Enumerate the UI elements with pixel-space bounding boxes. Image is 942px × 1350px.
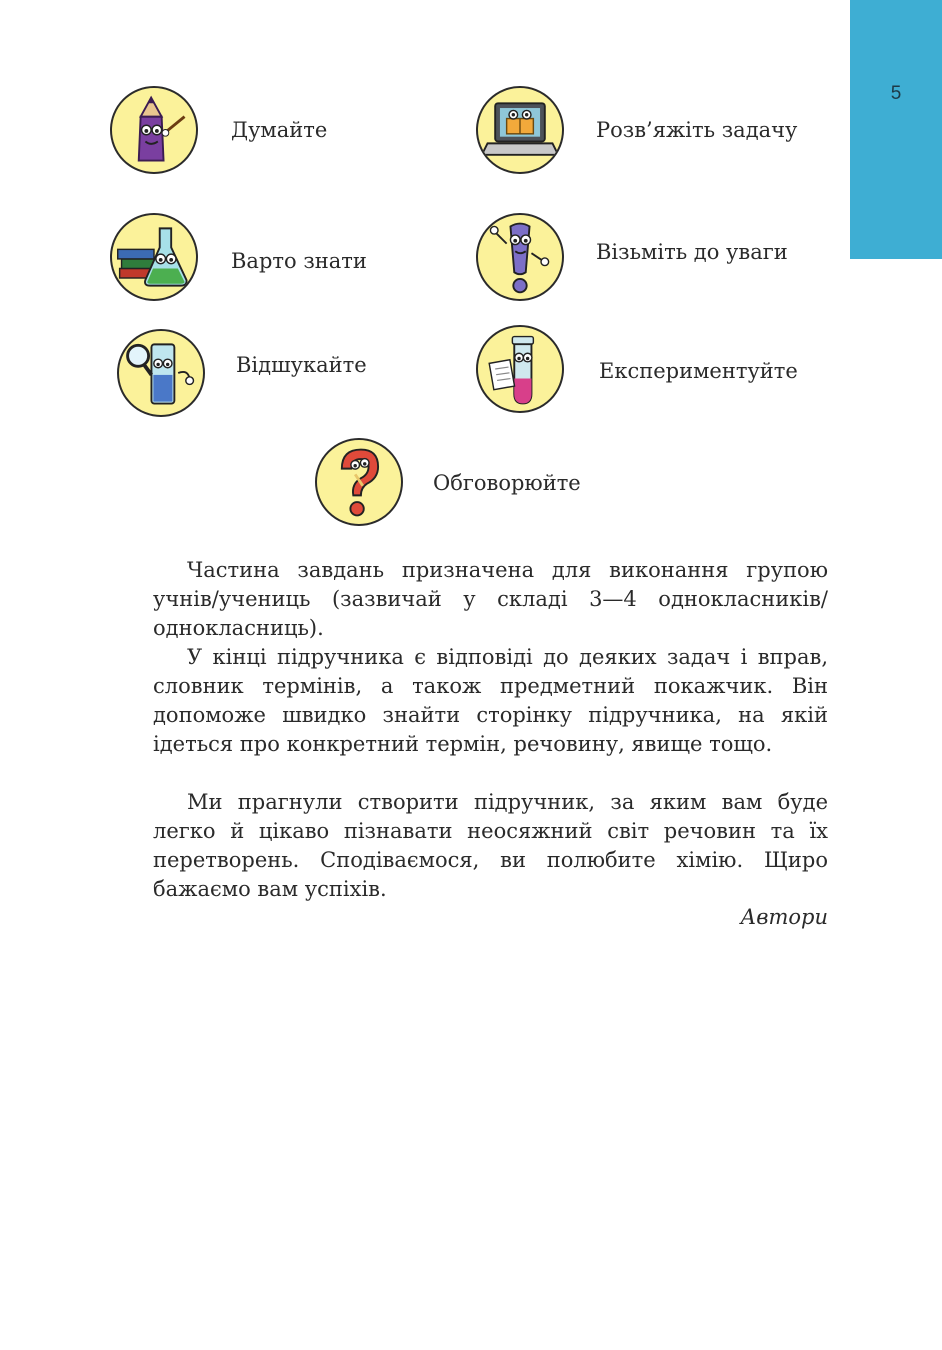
- exclamation-mark-icon: [476, 213, 564, 301]
- paragraph-group-work: Частина завдань призначена для виконання групою учнів/учениць (зазвичай у складі 3—4 однокласників/однокласниць).: [153, 558, 828, 640]
- laptop-book-icon: [476, 86, 564, 174]
- books-flask-icon: [110, 213, 198, 301]
- legend-discuss-label: Обговорюйте: [433, 471, 581, 495]
- legend-experiment-label: Експериментуйте: [599, 359, 798, 383]
- pencil-teacher-icon: [110, 86, 198, 174]
- legend-find-label: Відшукайте: [236, 353, 367, 377]
- question-mark-icon: [315, 438, 403, 526]
- test-tube-icon: [476, 325, 564, 413]
- intro-text: [153, 556, 828, 759]
- legend-know-label: Варто знати: [231, 249, 367, 273]
- legend-solve-label: Розв’яжіть задачу: [596, 118, 798, 142]
- legend-think-label: Думайте: [231, 118, 328, 142]
- paragraph-appendix: У кінці підручника є відповіді до деяких задач і вправ, словник термінів, а також предметний покажчик. Він допоможе швидко знайти сторінку підручника, на якій ідеться про конкретний термін, речовину, явище тощо.: [153, 645, 828, 756]
- closing-text: [153, 788, 828, 904]
- side-tab: [850, 0, 942, 259]
- magnifier-cylinder-icon: [117, 329, 205, 417]
- page-number: 5: [890, 83, 902, 104]
- authors-signature: Автори: [740, 905, 828, 929]
- legend-note-label: Візьміть до уваги: [596, 240, 788, 264]
- paragraph-wishes: Ми прагнули створити підручник, за яким вам буде легко й цікаво пізнавати неосяжний світ речовин та їх перетворень. Сподіваємося, ви полюбите хімію. Щиро бажаємо вам успіхів.: [153, 790, 828, 901]
